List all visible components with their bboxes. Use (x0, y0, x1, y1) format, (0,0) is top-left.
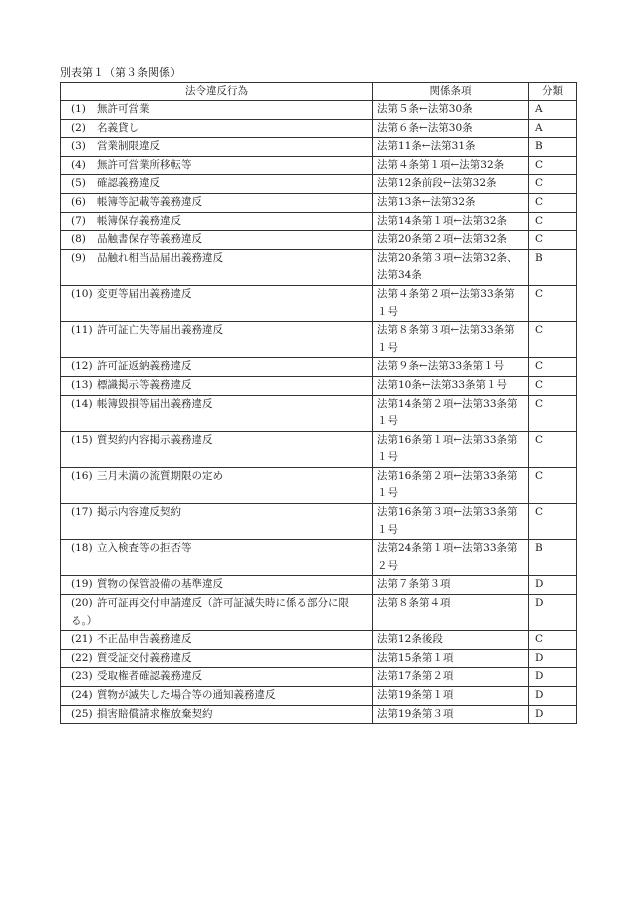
related-article-cell: 法第15条第１項 (373, 649, 529, 668)
violation-act-cell (61, 376, 373, 395)
table-row (61, 156, 577, 175)
item-number: (4) (71, 158, 86, 171)
related-article-cell: 法第20条第３項←法第32条、法第34条 (373, 249, 529, 285)
header-act: 法令違反行為 (61, 83, 373, 101)
violation-act-cell (61, 285, 373, 321)
violation-act-text: 損害賠償請求権放棄契約 (97, 707, 213, 720)
table-row (61, 540, 577, 576)
related-article-cell: 法第11条←法第31条 (373, 138, 529, 157)
item-number: (13) (71, 378, 93, 391)
item-number: (21) (71, 633, 93, 646)
violation-act-text: 変更等届出義務違反 (97, 287, 192, 300)
classification-cell: C (529, 231, 577, 250)
table-row (61, 175, 577, 194)
table-row (61, 395, 577, 431)
table-row (61, 101, 577, 120)
classification-cell: C (529, 193, 577, 212)
table-row (61, 687, 577, 706)
item-number: (7) (71, 214, 86, 227)
item-number: (17) (71, 506, 93, 519)
violation-act-text: 帳簿毀損等届出義務違反 (97, 397, 213, 410)
table-row (61, 376, 577, 395)
violation-act-cell (61, 668, 373, 687)
violation-act-cell (61, 119, 373, 138)
violation-act-text: 品触書保存等義務違反 (97, 233, 202, 246)
related-article-cell: 法第19条第３項 (373, 705, 529, 724)
violation-act-text: 質物の保管設備の基準違反 (97, 578, 223, 591)
violation-act-cell (61, 212, 373, 231)
item-number: (8) (71, 233, 86, 246)
violation-act-cell (61, 395, 373, 431)
classification-cell: D (529, 668, 577, 687)
violation-act-text: 受取権者確認義務違反 (97, 670, 202, 683)
related-article-cell: 法第13条←法第32条 (373, 193, 529, 212)
classification-cell: A (529, 101, 577, 120)
related-article-cell: 法第10条←法第33条第１号 (373, 376, 529, 395)
item-number: (3) (71, 140, 86, 153)
classification-cell: D (529, 595, 577, 631)
item-number: (1) (71, 103, 86, 115)
classification-cell: D (529, 576, 577, 595)
header-class: 分類 (529, 83, 577, 101)
related-article-cell: 法第14条第２項←法第33条第１号 (373, 395, 529, 431)
violation-act-cell (61, 504, 373, 540)
violation-act-cell (61, 540, 373, 576)
violation-act-text: 三月未満の流質期限の定め (97, 469, 223, 482)
violation-act-text: 営業制限違反 (97, 140, 160, 153)
violation-act-text: 標識掲示等義務違反 (97, 378, 192, 391)
table-row (61, 212, 577, 231)
table-row (61, 595, 577, 631)
item-number: (20) (71, 597, 93, 610)
violation-act-cell (61, 193, 373, 212)
item-number: (15) (71, 433, 93, 446)
classification-cell: C (529, 322, 577, 358)
table-row (61, 649, 577, 668)
violation-act-text: 帳簿等記載等義務違反 (97, 195, 202, 208)
violation-act-text: 質物が滅失した場合等の通知義務違反 (97, 689, 276, 701)
violation-act-cell (61, 467, 373, 503)
table-row (61, 358, 577, 377)
violation-act-text: 許可証亡失等届出義務違反 (97, 324, 223, 337)
violation-act-cell (61, 705, 373, 724)
related-article-cell: 法第12条後段 (373, 631, 529, 650)
violation-act-text: 質契約内容掲示義務違反 (97, 433, 213, 446)
classification-cell: C (529, 395, 577, 431)
related-article-cell: 法第４条第１項←法第32条 (373, 156, 529, 175)
classification-cell: C (529, 431, 577, 467)
related-article-cell: 法第８条第４項 (373, 595, 529, 631)
related-article-cell: 法第５条←法第30条 (373, 101, 529, 120)
table-row (61, 249, 577, 285)
classification-cell: C (529, 212, 577, 231)
violation-act-cell (61, 687, 373, 706)
violation-act-text: 掲示内容違反契約 (97, 506, 181, 519)
classification-cell: A (529, 119, 577, 138)
related-article-cell: 法第４条第２項←法第33条第１号 (373, 285, 529, 321)
classification-cell: D (529, 687, 577, 706)
classification-cell: C (529, 156, 577, 175)
related-article-cell: 法第19条第１項 (373, 687, 529, 706)
table-row (61, 576, 577, 595)
table-row (61, 705, 577, 724)
classification-cell: C (529, 175, 577, 194)
related-article-cell: 法第14条第１項←法第32条 (373, 212, 529, 231)
related-article-cell: 法第20条第２項←法第32条 (373, 231, 529, 250)
table-row (61, 668, 577, 687)
violation-act-cell (61, 631, 373, 650)
violation-act-text: 質受証交付義務違反 (97, 651, 192, 664)
violation-act-cell (61, 431, 373, 467)
violation-act-cell (61, 175, 373, 194)
related-article-cell: 法第８条第３項←法第33条第１号 (373, 322, 529, 358)
item-number: (12) (71, 360, 93, 373)
classification-cell: C (529, 285, 577, 321)
classification-cell: C (529, 467, 577, 503)
table-header-row (61, 83, 577, 101)
classification-cell: C (529, 631, 577, 650)
table-row (61, 431, 577, 467)
violation-act-cell (61, 322, 373, 358)
table-caption: 別表第１（第３条関係） (60, 66, 181, 79)
item-number: (18) (71, 542, 93, 555)
classification-cell: C (529, 376, 577, 395)
violation-act-cell (61, 249, 373, 285)
item-number: (9) (71, 251, 86, 264)
violation-act-cell (61, 576, 373, 595)
classification-cell: D (529, 649, 577, 668)
violation-act-cell (61, 649, 373, 668)
table-row (61, 138, 577, 157)
item-number: (16) (71, 469, 93, 482)
table-row (61, 322, 577, 358)
item-number: (5) (71, 177, 86, 190)
item-number: (2) (71, 121, 86, 134)
table-row (61, 504, 577, 540)
item-number: (25) (71, 707, 93, 720)
table-row (61, 285, 577, 321)
table-body (61, 101, 577, 724)
related-article-cell: 法第16条第１項←法第33条第１号 (373, 431, 529, 467)
classification-cell: B (529, 249, 577, 285)
related-article-cell: 法第７条第３項 (373, 576, 529, 595)
classification-cell: D (529, 705, 577, 724)
violation-act-text: 立入検査等の拒否等 (97, 542, 192, 555)
violation-act-text: 名義貸し (97, 121, 139, 134)
violation-act-text: 無許可営業所移転等 (97, 158, 192, 171)
related-article-cell: 法第16条第２項←法第33条第１号 (373, 467, 529, 503)
violation-act-text: 許可証返納義務違反 (97, 360, 192, 373)
violation-act-text: 許可証再交付申請違反（許可証滅失時に係る部分に限る。） (71, 597, 349, 627)
header-article: 関係条項 (373, 83, 529, 101)
table-row (61, 119, 577, 138)
table-row (61, 231, 577, 250)
classification-cell: C (529, 358, 577, 377)
related-article-cell: 法第16条第３項←法第33条第１号 (373, 504, 529, 540)
table-row (61, 631, 577, 650)
related-article-cell: 法第17条第２項 (373, 668, 529, 687)
item-number: (6) (71, 195, 86, 208)
related-article-cell: 法第24条第１項←法第33条第２号 (373, 540, 529, 576)
item-number: (24) (71, 689, 93, 701)
classification-cell: B (529, 540, 577, 576)
violation-act-cell (61, 595, 373, 631)
violation-act-text: 不正品申告義務違反 (97, 633, 192, 646)
related-article-cell: 法第６条←法第30条 (373, 119, 529, 138)
item-number: (22) (71, 651, 93, 664)
violation-act-cell (61, 156, 373, 175)
related-article-cell: 法第12条前段←法第32条 (373, 175, 529, 194)
item-number: (23) (71, 670, 93, 683)
violation-act-cell (61, 101, 373, 120)
violation-act-cell (61, 138, 373, 157)
item-number: (19) (71, 578, 93, 591)
violation-act-text: 品触れ相当品届出義務違反 (97, 251, 223, 264)
classification-cell: C (529, 504, 577, 540)
item-number: (14) (71, 397, 93, 410)
violation-act-text: 無許可営業 (97, 103, 150, 115)
classification-cell: B (529, 138, 577, 157)
table-row (61, 467, 577, 503)
violation-act-text: 確認義務違反 (97, 177, 160, 190)
violation-act-text: 帳簿保存義務違反 (97, 214, 181, 227)
violation-act-cell (61, 358, 373, 377)
item-number: (11) (71, 324, 93, 337)
item-number: (10) (71, 287, 93, 300)
violations-table (60, 82, 577, 724)
table-row (61, 193, 577, 212)
related-article-cell: 法第９条←法第33条第１号 (373, 358, 529, 377)
violation-act-cell (61, 231, 373, 250)
